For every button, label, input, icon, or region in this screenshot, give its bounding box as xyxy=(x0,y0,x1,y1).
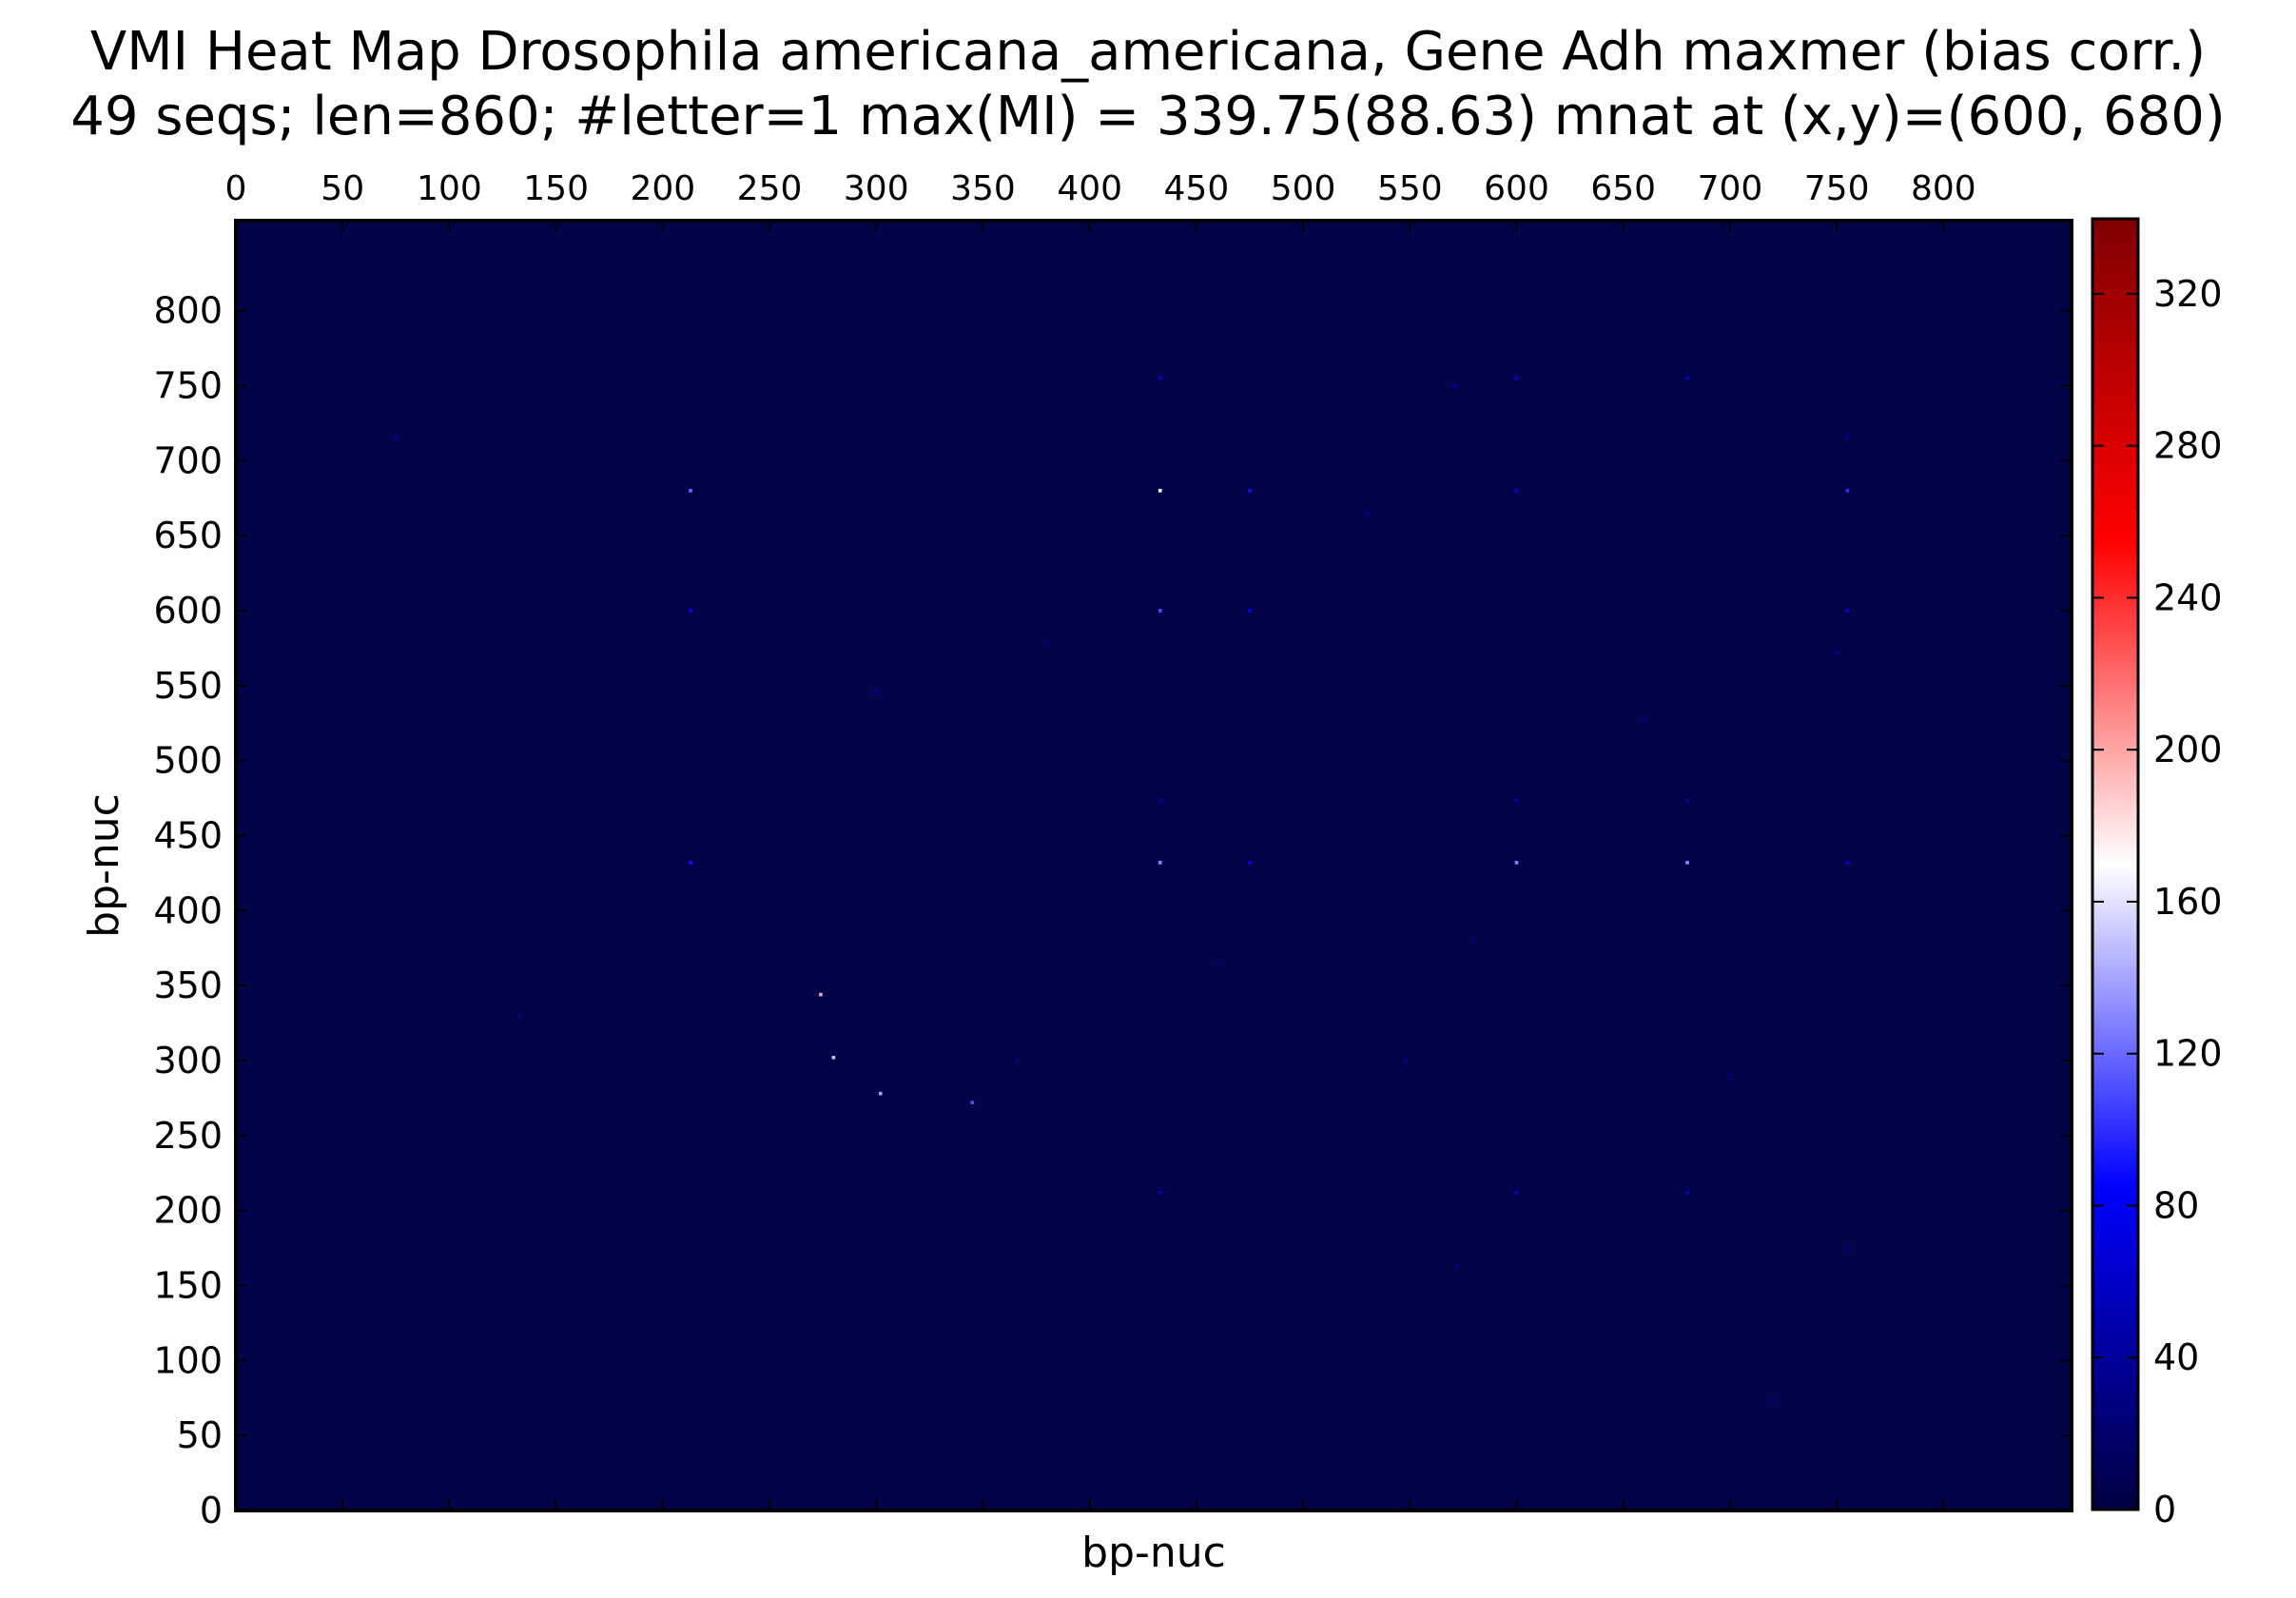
heatmap-cell xyxy=(1158,609,1162,613)
heatmap-cell xyxy=(874,690,878,693)
chart-title-line-2: 49 seqs; len=860; #letter=1 max(MI) = 339.75(88.63) mnat at (x,y)=(600, 680) xyxy=(70,86,2226,147)
heatmap-cell xyxy=(1835,651,1839,654)
heatmap-cell xyxy=(1158,799,1162,803)
heatmap-cell xyxy=(1643,718,1646,722)
colorbar xyxy=(2092,219,2138,1510)
x-tick-label: 150 xyxy=(523,169,589,208)
heatmap-cell xyxy=(1515,799,1519,803)
colorbar-tick-label: 240 xyxy=(2153,576,2223,619)
x-tick-label: 400 xyxy=(1057,169,1123,208)
heatmap-cell xyxy=(1455,1264,1459,1268)
y-tick-label: 450 xyxy=(153,814,223,857)
x-tick-label: 200 xyxy=(630,169,696,208)
y-tick-label: 500 xyxy=(153,739,223,782)
heatmap-cell xyxy=(819,993,823,997)
heatmap-cell xyxy=(1846,609,1850,613)
heatmap-cell xyxy=(1158,489,1162,493)
heatmap-cell xyxy=(1158,1191,1162,1195)
y-tick-label: 100 xyxy=(153,1339,223,1382)
y-tick-label: 400 xyxy=(153,889,223,932)
heatmap-cell xyxy=(1515,1191,1519,1195)
colorbar-tick-label: 320 xyxy=(2153,272,2223,315)
colorbar-tick-label: 280 xyxy=(2153,424,2223,467)
x-tick-label: 250 xyxy=(736,169,803,208)
heatmap-cell xyxy=(1248,861,1252,865)
y-tick-label: 200 xyxy=(153,1189,223,1232)
heatmap-cell xyxy=(689,861,692,865)
y-tick-label: 700 xyxy=(153,439,223,482)
heatmap-cell xyxy=(1366,512,1370,516)
x-tick-label: 600 xyxy=(1484,169,1549,208)
x-tick-label: 800 xyxy=(1910,169,1976,208)
heatmap-cell xyxy=(1846,435,1850,438)
y-tick-label: 250 xyxy=(153,1114,223,1157)
y-tick-label: 300 xyxy=(153,1039,223,1082)
y-tick-label: 0 xyxy=(199,1490,223,1531)
heatmap-cell xyxy=(1515,489,1519,493)
heatmap-cell xyxy=(1728,1074,1732,1078)
y-tick-label: 650 xyxy=(153,515,223,557)
colorbar-tick-label: 160 xyxy=(2153,880,2223,923)
x-tick-label: 0 xyxy=(224,169,247,208)
heatmap-cell xyxy=(1515,377,1519,380)
colorbar-tick-label: 80 xyxy=(2153,1184,2200,1227)
heatmap-cell xyxy=(1216,960,1220,964)
x-tick-label: 50 xyxy=(321,169,365,208)
y-tick-label: 600 xyxy=(153,589,223,632)
colorbar-tick-label: 120 xyxy=(2153,1032,2223,1075)
x-axis-label: bp-nuc xyxy=(1081,1529,1226,1577)
heatmap-cell xyxy=(970,1101,974,1104)
x-tick-label: 100 xyxy=(417,169,482,208)
x-tick-label: 550 xyxy=(1376,169,1443,208)
heatmap-cell xyxy=(1158,861,1162,865)
heatmap-cell xyxy=(1453,384,1457,388)
heatmap-cell xyxy=(1158,377,1162,380)
chart-title-line-1: VMI Heat Map Drosophila americana_americana, Gene Adh maxmer (bias corr.) xyxy=(89,21,2207,83)
heatmap-cell xyxy=(1846,861,1850,865)
x-tick-label: 300 xyxy=(843,169,909,208)
y-tick-label: 750 xyxy=(153,364,223,407)
heatmap-cell xyxy=(1685,377,1689,380)
x-tick-label: 750 xyxy=(1803,169,1870,208)
x-tick-label: 500 xyxy=(1270,169,1336,208)
heatmap-cell xyxy=(689,489,692,493)
y-tick-label: 50 xyxy=(176,1414,223,1457)
y-tick-label: 150 xyxy=(153,1264,223,1307)
heatmap-cell xyxy=(832,1056,836,1060)
colorbar-tick-label: 0 xyxy=(2153,1489,2177,1530)
heatmap-cell xyxy=(1846,489,1850,493)
x-tick-label: 450 xyxy=(1163,169,1230,208)
y-tick-label: 550 xyxy=(153,664,223,707)
heatmap-cell xyxy=(1685,799,1689,803)
y-tick-label: 350 xyxy=(153,965,223,1007)
y-axis-label: bp-nuc xyxy=(80,793,128,938)
heatmap-cell xyxy=(1404,1059,1408,1062)
heatmap-background xyxy=(236,221,2072,1510)
heatmap-cell xyxy=(1685,1191,1689,1195)
heatmap-cell xyxy=(518,1014,522,1018)
heatmap-cell xyxy=(1045,642,1049,646)
heatmap-cell xyxy=(1848,1246,1852,1250)
x-tick-label: 350 xyxy=(950,169,1016,208)
heatmap-cell xyxy=(879,1092,883,1096)
heatmap-cell xyxy=(1472,939,1476,943)
heatmap-cell xyxy=(395,435,399,438)
heatmap-cell xyxy=(1685,861,1689,865)
heatmap-cell xyxy=(1771,1399,1775,1403)
colorbar-tick-label: 40 xyxy=(2153,1336,2200,1379)
heatmap-cell xyxy=(1248,609,1252,613)
heatmap-cell xyxy=(1515,861,1519,865)
heatmap-cell xyxy=(1248,489,1252,493)
heatmap-cell xyxy=(1016,1059,1020,1062)
x-tick-label: 650 xyxy=(1590,169,1657,208)
y-tick-label: 800 xyxy=(153,289,223,332)
heatmap-cell xyxy=(689,609,692,613)
x-tick-label: 700 xyxy=(1697,169,1763,208)
colorbar-tick-label: 200 xyxy=(2153,729,2223,771)
